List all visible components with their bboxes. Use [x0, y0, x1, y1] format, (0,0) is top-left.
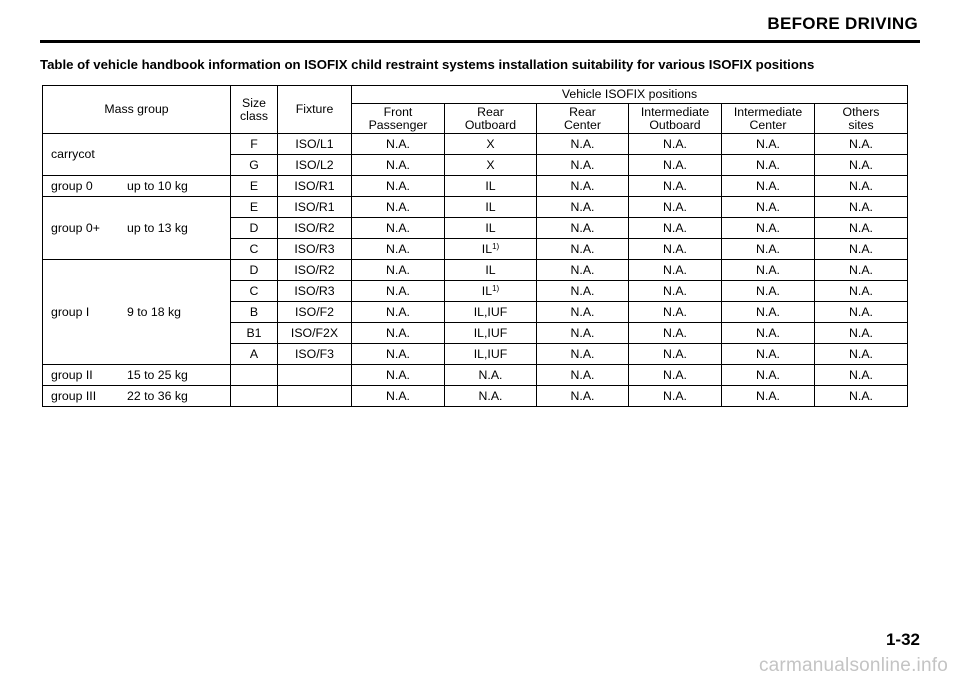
cell-inter-center: [722, 344, 815, 365]
cell-value: ISO/R2: [294, 220, 335, 235]
cell-value: N.A.: [849, 157, 873, 172]
header-position-line1: Intermediate: [640, 104, 710, 119]
cell-value: N.A.: [849, 346, 873, 361]
cell-value: N.A.: [570, 178, 595, 193]
cell-size: [231, 155, 278, 176]
header-position-line2: sites: [848, 117, 874, 132]
cell-value: N.A.: [849, 283, 873, 298]
footnote-marker: 1): [492, 241, 500, 251]
mass-group-range: up to 10 kg: [127, 178, 188, 193]
cell-value: N.A.: [570, 304, 595, 319]
cell-value: N.A.: [849, 367, 873, 382]
cell-value: N.A.: [756, 304, 780, 319]
cell-fixture: [278, 260, 352, 281]
cell-value: F: [250, 136, 258, 151]
cell-inter-out: [629, 281, 722, 302]
header-position-3: [629, 104, 722, 134]
cell-front: [352, 239, 445, 260]
cell-value: A: [249, 346, 259, 361]
cell-others: [815, 218, 908, 239]
cell-rear-out: [445, 239, 537, 260]
cell-rear-out: [445, 134, 537, 155]
cell-others: [815, 323, 908, 344]
header-position-1: [445, 104, 537, 134]
header-position-line1: Rear: [477, 104, 504, 119]
cell-value: N.A.: [570, 325, 595, 340]
cell-value: X: [486, 157, 495, 172]
cell-value: N.A.: [386, 325, 410, 340]
cell-rear-out: [445, 155, 537, 176]
cell-size: [231, 281, 278, 302]
header-vehicle-isofix-positions: Vehicle ISOFIX positions: [352, 86, 908, 104]
cell-value: N.A.: [849, 136, 873, 151]
mass-group-label: carrycot: [51, 147, 95, 161]
cell-rear-out: [445, 386, 537, 407]
cell-others: [815, 365, 908, 386]
cell-front: [352, 260, 445, 281]
header-position-line1: Others: [842, 104, 880, 119]
cell-value: B: [249, 304, 259, 319]
cell-value: N.A.: [570, 199, 595, 214]
cell-others: [815, 197, 908, 218]
cell-size: [231, 302, 278, 323]
cell-others: [815, 344, 908, 365]
cell-value: N.A.: [756, 136, 780, 151]
header-position-0: [352, 104, 445, 134]
cell-value: IL: [485, 220, 496, 235]
cell-value: N.A.: [756, 346, 780, 361]
cell-value: B1: [246, 325, 262, 340]
cell-fixture: [278, 386, 352, 407]
header-position-line2: Outboard: [464, 117, 517, 132]
cell-inter-out: [629, 365, 722, 386]
cell-inter-out: [629, 134, 722, 155]
cell-size: [231, 218, 278, 239]
header-size-class-line1: Size: [242, 95, 266, 110]
header-fixture: Fixture: [278, 86, 352, 134]
cell-value: N.A.: [663, 388, 687, 403]
cell-front: [352, 134, 445, 155]
header-position-2: [537, 104, 629, 134]
cell-rear-center: [537, 218, 629, 239]
mass-group-label: group III: [51, 388, 97, 403]
cell-value: N.A.: [386, 367, 410, 382]
cell-size: [231, 260, 278, 281]
cell-inter-center: [722, 239, 815, 260]
cell-size: [231, 344, 278, 365]
cell-value: G: [249, 157, 259, 172]
cell-value: ISO/L2: [295, 157, 334, 172]
cell-fixture: [278, 281, 352, 302]
cell-value: N.A.: [386, 199, 410, 214]
cell-value: ISO/R2: [294, 262, 335, 277]
section-title: BEFORE DRIVING: [767, 14, 918, 33]
cell-value: N.A.: [663, 199, 687, 214]
mass-group-cell: [43, 176, 231, 197]
cell-rear-out: [445, 281, 537, 302]
cell-fixture: [278, 176, 352, 197]
cell-value: C: [249, 283, 259, 298]
mass-group-range: 22 to 36 kg: [127, 388, 188, 403]
cell-front: [352, 281, 445, 302]
table-caption: Table of vehicle handbook information on ISOFIX child restraint systems installation suitability for various ISOFIX positions: [40, 57, 815, 72]
cell-value: N.A.: [386, 388, 410, 403]
cell-value: ISO/F3: [295, 346, 334, 361]
mass-group-cell: [43, 134, 231, 176]
cell-value: N.A.: [663, 367, 687, 382]
cell-value: D: [249, 262, 259, 277]
table-row: [43, 260, 908, 281]
cell-inter-out: [629, 218, 722, 239]
cell-rear-center: [537, 176, 629, 197]
cell-size: [231, 134, 278, 155]
cell-rear-center: [537, 155, 629, 176]
header-size-class: [231, 86, 278, 134]
cell-value: IL,IUF: [473, 304, 508, 319]
cell-value: N.A.: [756, 283, 780, 298]
cell-size: [231, 239, 278, 260]
cell-rear-out: [445, 197, 537, 218]
header-size-class-line2: class: [239, 108, 269, 123]
header-position-5: [815, 104, 908, 134]
cell-value: N.A.: [663, 283, 687, 298]
mass-group-cell: [43, 386, 231, 407]
cell-value: N.A.: [849, 304, 873, 319]
cell-rear-center: [537, 134, 629, 155]
table-row: [43, 134, 908, 155]
cell-value: N.A.: [756, 262, 780, 277]
cell-inter-center: [722, 302, 815, 323]
cell-value: N.A.: [756, 220, 780, 235]
cell-front: [352, 344, 445, 365]
cell-value: N.A.: [478, 367, 503, 382]
cell-inter-out: [629, 323, 722, 344]
cell-value: N.A.: [570, 367, 595, 382]
cell-size: [231, 386, 278, 407]
cell-fixture: [278, 323, 352, 344]
cell-others: [815, 239, 908, 260]
table-row: [43, 176, 908, 197]
cell-value: ISO/F2X: [290, 325, 339, 340]
cell-value: N.A.: [386, 304, 410, 319]
cell-value: N.A.: [570, 346, 595, 361]
cell-rear-out: [445, 260, 537, 281]
cell-value: E: [249, 199, 259, 214]
isofix-table: [42, 85, 908, 407]
cell-inter-out: [629, 344, 722, 365]
cell-value: IL: [485, 178, 496, 193]
cell-fixture: [278, 302, 352, 323]
cell-fixture: [278, 365, 352, 386]
cell-value: N.A.: [663, 157, 687, 172]
cell-value: N.A.: [386, 262, 410, 277]
mass-group-cell: [43, 260, 231, 365]
cell-value: N.A.: [386, 157, 410, 172]
mass-group-label: group 0+: [51, 220, 100, 235]
cell-value: N.A.: [756, 325, 780, 340]
cell-value: N.A.: [849, 262, 873, 277]
mass-group-cell: [43, 197, 231, 260]
cell-rear-out: [445, 176, 537, 197]
cell-fixture: [278, 344, 352, 365]
cell-value: N.A.: [386, 241, 410, 256]
cell-fixture: [278, 155, 352, 176]
cell-value: N.A.: [570, 157, 595, 172]
cell-fixture: [278, 134, 352, 155]
cell-value: N.A.: [663, 136, 687, 151]
cell-value: IL: [481, 241, 493, 256]
header-position-line1: Front: [383, 104, 413, 119]
cell-value: ISO/R3: [294, 241, 335, 256]
cell-others: [815, 281, 908, 302]
cell-inter-center: [722, 386, 815, 407]
cell-value: E: [249, 178, 259, 193]
cell-value: C: [249, 241, 259, 256]
cell-value: N.A.: [386, 178, 410, 193]
cell-others: [815, 155, 908, 176]
cell-value: N.A.: [386, 283, 410, 298]
cell-others: [815, 176, 908, 197]
cell-rear-out: [445, 218, 537, 239]
cell-value: N.A.: [756, 157, 780, 172]
cell-value: N.A.: [663, 178, 687, 193]
cell-rear-out: [445, 365, 537, 386]
cell-fixture: [278, 239, 352, 260]
table-row: [43, 386, 908, 407]
header-rule: [40, 40, 920, 43]
table-body: [43, 134, 908, 407]
header-position-line2: Outboard: [649, 117, 701, 132]
cell-value: IL: [481, 283, 493, 298]
cell-value: N.A.: [756, 367, 780, 382]
cell-value: N.A.: [663, 304, 687, 319]
cell-front: [352, 302, 445, 323]
cell-others: [815, 386, 908, 407]
cell-size: [231, 365, 278, 386]
cell-rear-center: [537, 302, 629, 323]
mass-group-label: group I: [51, 304, 90, 319]
cell-inter-out: [629, 302, 722, 323]
cell-inter-out: [629, 260, 722, 281]
cell-fixture: [278, 197, 352, 218]
cell-front: [352, 155, 445, 176]
cell-inter-out: [629, 386, 722, 407]
cell-value: IL: [485, 199, 496, 214]
mass-group-cell: [43, 365, 231, 386]
cell-value: D: [249, 220, 259, 235]
cell-inter-center: [722, 260, 815, 281]
mass-group-range: up to 13 kg: [127, 220, 188, 235]
cell-value: IL: [485, 262, 496, 277]
cell-size: [231, 197, 278, 218]
page-number: 1-32: [885, 630, 920, 649]
cell-value: N.A.: [663, 346, 687, 361]
cell-value: N.A.: [849, 220, 873, 235]
cell-value: X: [486, 136, 495, 151]
cell-inter-out: [629, 197, 722, 218]
cell-value: N.A.: [663, 220, 687, 235]
cell-value: IL,IUF: [473, 346, 508, 361]
cell-front: [352, 386, 445, 407]
cell-value: ISO/R1: [294, 178, 335, 193]
cell-value: ISO/L1: [295, 136, 334, 151]
header-position-line2: Passenger: [368, 117, 428, 132]
cell-value: N.A.: [663, 262, 687, 277]
cell-value: N.A.: [756, 388, 780, 403]
cell-value: N.A.: [570, 283, 595, 298]
cell-value: N.A.: [386, 220, 410, 235]
cell-rear-out: [445, 302, 537, 323]
cell-value: N.A.: [849, 388, 873, 403]
mass-group-label: group 0: [51, 178, 93, 193]
cell-size: [231, 176, 278, 197]
cell-value: N.A.: [570, 388, 595, 403]
header-mass-group: Mass group: [43, 86, 231, 134]
cell-value: N.A.: [570, 262, 595, 277]
cell-front: [352, 365, 445, 386]
cell-inter-out: [629, 176, 722, 197]
table-row: [43, 197, 908, 218]
cell-rear-center: [537, 197, 629, 218]
header-position-4: [722, 104, 815, 134]
cell-value: ISO/R1: [294, 199, 335, 214]
cell-rear-center: [537, 239, 629, 260]
header-position-line2: Center: [564, 117, 601, 132]
cell-value: N.A.: [570, 136, 595, 151]
cell-value: N.A.: [756, 241, 780, 256]
cell-value: ISO/F2: [295, 304, 334, 319]
cell-rear-center: [537, 344, 629, 365]
cell-inter-center: [722, 281, 815, 302]
cell-value: IL,IUF: [473, 325, 508, 340]
cell-inter-center: [722, 323, 815, 344]
cell-value: N.A.: [570, 241, 595, 256]
cell-value: N.A.: [386, 346, 410, 361]
cell-others: [815, 260, 908, 281]
header-position-line2: Center: [749, 117, 787, 132]
cell-front: [352, 197, 445, 218]
mass-group-range: 15 to 25 kg: [127, 367, 188, 382]
header-position-line1: Intermediate: [733, 104, 803, 119]
footnote-marker: 1): [492, 283, 500, 293]
cell-value: N.A.: [663, 325, 687, 340]
cell-rear-center: [537, 365, 629, 386]
cell-inter-center: [722, 155, 815, 176]
cell-inter-center: [722, 365, 815, 386]
cell-value: N.A.: [849, 325, 873, 340]
cell-value: N.A.: [849, 178, 873, 193]
cell-inter-center: [722, 197, 815, 218]
cell-rear-out: [445, 323, 537, 344]
cell-value: N.A.: [756, 199, 780, 214]
cell-fixture: [278, 218, 352, 239]
cell-rear-center: [537, 260, 629, 281]
cell-inter-out: [629, 239, 722, 260]
cell-value: N.A.: [386, 136, 410, 151]
cell-size: [231, 323, 278, 344]
cell-value: N.A.: [849, 241, 873, 256]
mass-group-range: 9 to 18 kg: [127, 304, 182, 319]
cell-others: [815, 134, 908, 155]
cell-value: N.A.: [478, 388, 503, 403]
header-position-line1: Rear: [569, 104, 596, 119]
cell-value: N.A.: [756, 178, 780, 193]
watermark: carmanualsonline.info: [758, 655, 948, 676]
cell-front: [352, 218, 445, 239]
cell-inter-center: [722, 176, 815, 197]
mass-group-label: group II: [51, 367, 93, 382]
cell-others: [815, 302, 908, 323]
table-row: [43, 365, 908, 386]
cell-inter-out: [629, 155, 722, 176]
cell-rear-out: [445, 344, 537, 365]
cell-inter-center: [722, 218, 815, 239]
header-row-1: [43, 86, 908, 104]
cell-value: N.A.: [570, 220, 595, 235]
cell-rear-center: [537, 281, 629, 302]
cell-front: [352, 323, 445, 344]
cell-rear-center: [537, 323, 629, 344]
cell-inter-center: [722, 134, 815, 155]
cell-rear-center: [537, 386, 629, 407]
cell-value: N.A.: [849, 199, 873, 214]
cell-value: ISO/R3: [294, 283, 335, 298]
cell-value: N.A.: [663, 241, 687, 256]
cell-front: [352, 176, 445, 197]
